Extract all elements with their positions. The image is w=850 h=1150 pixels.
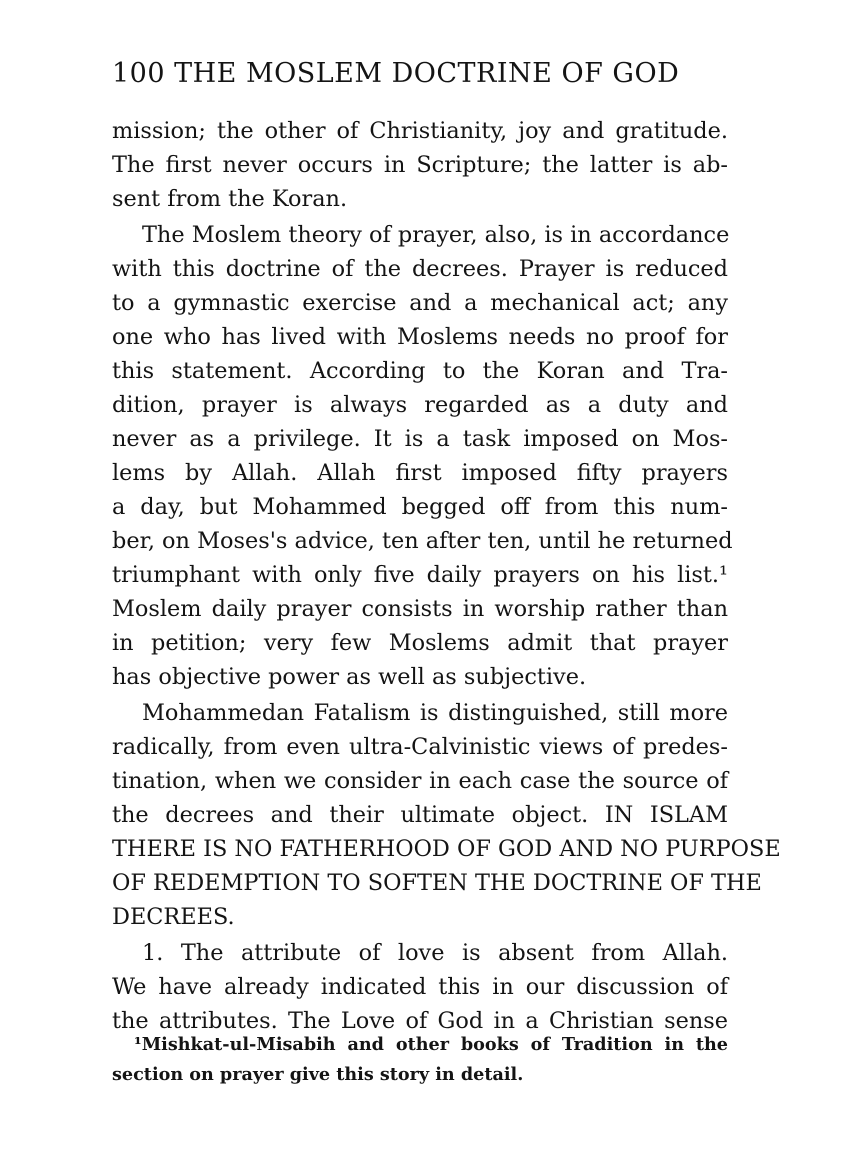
footnote xyxy=(112,1030,728,1090)
running-head: 100 THE MOSLEM DOCTRINE OF GOD xyxy=(112,58,680,89)
text-line: has objective power as well as subjective. xyxy=(112,664,587,690)
text-line: The Moslem theory of prayer, also, is in accordance xyxy=(142,222,730,248)
text-line: dition, prayer is always regarded as a duty and xyxy=(112,392,728,418)
text-line: ber, on Moses's advice, ten after ten, until he returned xyxy=(112,528,733,554)
text-line: mission; the other of Christianity, joy and gratitude. xyxy=(112,118,728,144)
body-text xyxy=(112,114,781,1038)
text-line: triumphant with only five daily prayers on his list.¹ xyxy=(112,562,728,588)
text-line: lems by Allah. Allah first imposed fifty prayers xyxy=(112,460,728,486)
text-line: this statement. According to the Koran and Tra- xyxy=(112,358,728,384)
text-line: the decrees and their ultimate object. IN ISLAM xyxy=(112,802,728,828)
text-line: Moslem daily prayer consists in worship rather than xyxy=(112,596,728,622)
text-line: a day, but Mohammed begged off from this num- xyxy=(112,494,728,520)
text-line: one who has lived with Moslems needs no proof for xyxy=(112,324,728,350)
text-line: to a gymnastic exercise and a mechanical act; any xyxy=(112,290,728,316)
text-line: sent from the Koran. xyxy=(112,186,348,212)
footnote-line: ¹Mishkat-ul-Misabih and other books of Tradition in the xyxy=(134,1034,728,1055)
text-line: Mohammedan Fatalism is distinguished, still more xyxy=(142,700,728,726)
text-line: never as a privilege. It is a task imposed on Mos- xyxy=(112,426,728,452)
footnote-line: section on prayer give this story in detail. xyxy=(112,1064,524,1085)
text-line: the attributes. The Love of God in a Christian sense xyxy=(112,1008,728,1034)
text-line: DECREES. xyxy=(112,904,235,930)
text-line: OF REDEMPTION TO SOFTEN THE DOCTRINE OF THE xyxy=(112,870,762,896)
text-line: We have already indicated this in our discussion of xyxy=(112,974,728,1000)
text-line: radically, from even ultra-Calvinistic views of predes- xyxy=(112,734,728,760)
text-line: 1. The attribute of love is absent from Allah. xyxy=(142,940,728,966)
text-line: The first never occurs in Scripture; the latter is ab- xyxy=(112,152,728,178)
text-line: THERE IS NO FATHERHOOD OF GOD AND NO PURPOSE xyxy=(112,836,781,862)
text-line: tination, when we consider in each case the source of xyxy=(112,768,728,794)
text-line: in petition; very few Moslems admit that prayer xyxy=(112,630,728,656)
text-line: with this doctrine of the decrees. Prayer is reduced xyxy=(112,256,728,282)
